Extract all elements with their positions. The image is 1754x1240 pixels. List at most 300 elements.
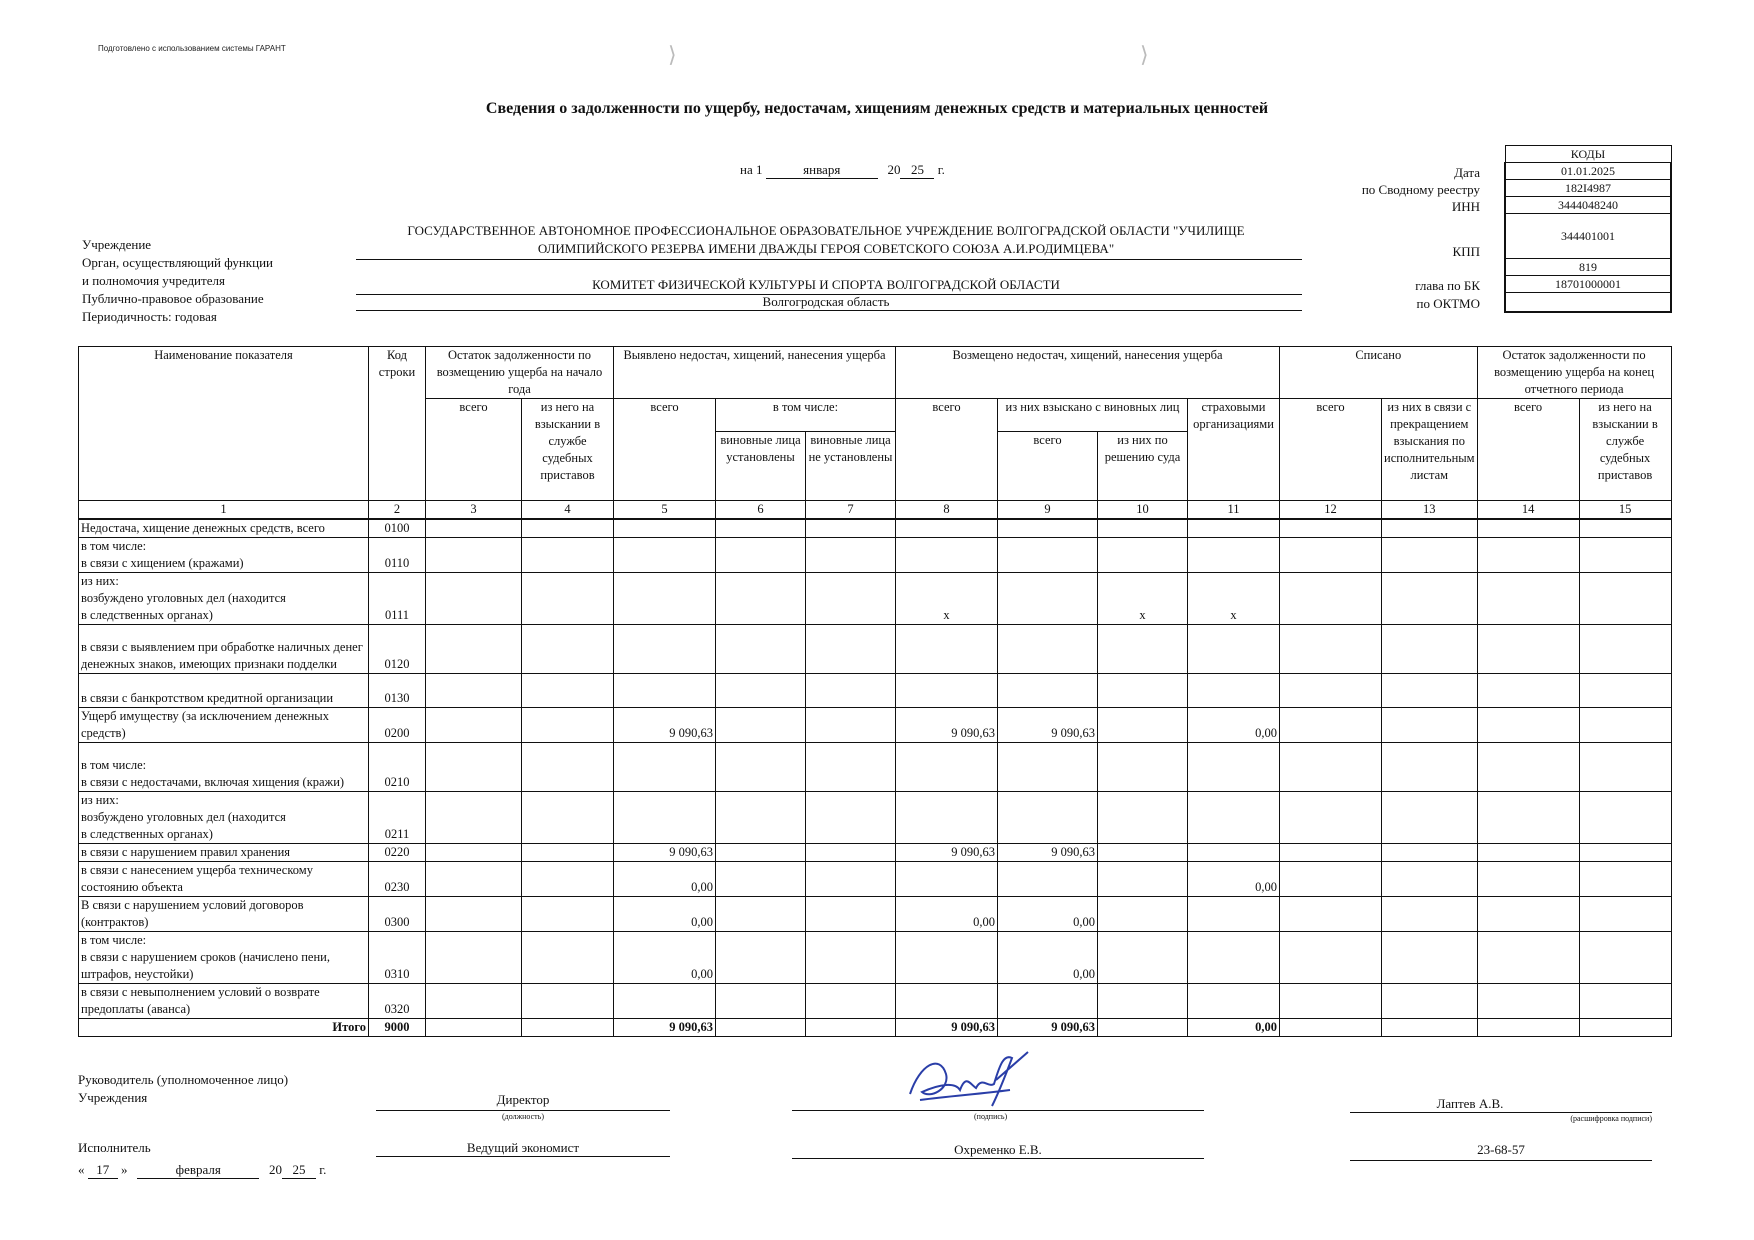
- row-cell-col4: [522, 984, 614, 1019]
- row-cell-col4: [522, 708, 614, 743]
- table-row: [79, 708, 1672, 743]
- column-number: 2: [369, 501, 426, 520]
- row-cell-col15: [1579, 862, 1671, 897]
- row-cell-col5: [614, 519, 716, 538]
- header-end-balance: Остаток задолженности по возмещению ущерба на конец отчетного периода: [1477, 347, 1671, 399]
- row-cell-col4: [522, 1019, 614, 1037]
- footer-date-year: 25: [282, 1162, 316, 1179]
- row-cell-col7: [806, 792, 896, 844]
- row-cell-col6: [716, 573, 806, 625]
- row-cell-col15: [1579, 743, 1671, 792]
- row-cell-col4: [522, 743, 614, 792]
- row-cell-col11: [1188, 538, 1280, 573]
- row-cell-col15: [1579, 674, 1671, 708]
- label-founder-1: Орган, осуществляющий функции: [82, 255, 273, 270]
- codes-header: КОДЫ: [1505, 146, 1671, 163]
- table-row: [79, 844, 1672, 862]
- row-cell-col12: [1280, 538, 1382, 573]
- codes-label-registry: по Сводному реестру: [1361, 182, 1480, 197]
- row-cell-col11: [1188, 897, 1280, 932]
- row-cell-col10: [1098, 792, 1188, 844]
- row-code: 0220: [369, 844, 426, 862]
- header-total: всего: [896, 399, 998, 501]
- header-wo-term: из них в связи с прекращением взыскания по исполнительным листам: [1382, 399, 1478, 501]
- row-cell-col12: [1280, 743, 1382, 792]
- row-cell-col9: [998, 792, 1098, 844]
- row-cell-col13: [1382, 538, 1478, 573]
- row-cell-col8: [896, 625, 998, 674]
- row-code: 0230: [369, 862, 426, 897]
- row-cell-col6: [716, 538, 806, 573]
- row-cell-col13: [1382, 625, 1478, 674]
- row-cell-col15: [1579, 708, 1671, 743]
- row-cell-col8: 9 090,63: [896, 708, 998, 743]
- row-cell-col12: [1280, 792, 1382, 844]
- row-cell-col14: [1477, 538, 1579, 573]
- row-cell-col6: [716, 674, 806, 708]
- column-number: 3: [426, 501, 522, 520]
- row-cell-col9: [998, 625, 1098, 674]
- row-cell-col15: [1579, 897, 1671, 932]
- column-number: 10: [1098, 501, 1188, 520]
- row-cell-col7: [806, 625, 896, 674]
- row-cell-col3: [426, 862, 522, 897]
- code-glava: 819: [1505, 259, 1671, 276]
- row-cell-col15: [1579, 1019, 1671, 1037]
- head-name: Лаптев А.В.: [1436, 1096, 1504, 1111]
- row-code: 0310: [369, 932, 426, 984]
- row-cell-col5: 9 090,63: [614, 1019, 716, 1037]
- row-code: 0110: [369, 538, 426, 573]
- row-cell-col11: [1188, 674, 1280, 708]
- row-cell-col13: [1382, 519, 1478, 538]
- row-cell-col11: [1188, 625, 1280, 674]
- row-cell-col12: [1280, 519, 1382, 538]
- header-start-balance: Остаток задолженности по возмещению ущерба на начало года: [426, 347, 614, 399]
- row-cell-col8: [896, 792, 998, 844]
- row-cell-col6: [716, 625, 806, 674]
- header-bailiff-end: из него на взыскании в службе судебных приставов: [1579, 399, 1671, 501]
- row-name: в связи с нанесением ущерба техническому состоянию объекта: [79, 862, 369, 897]
- row-cell-col9: [998, 573, 1098, 625]
- codes-label-oktmo: по ОКТМО: [1416, 296, 1480, 311]
- row-cell-col6: [716, 862, 806, 897]
- codes-label-inn: ИНН: [1451, 199, 1480, 214]
- row-cell-col6: [716, 1019, 806, 1037]
- header-total: всего: [426, 399, 522, 501]
- row-cell-col4: [522, 573, 614, 625]
- executor-phone: 23-68-57: [1477, 1142, 1525, 1157]
- column-number: 5: [614, 501, 716, 520]
- table-row: [79, 984, 1672, 1019]
- row-cell-col12: [1280, 573, 1382, 625]
- row-cell-col4: [522, 538, 614, 573]
- row-cell-col7: [806, 932, 896, 984]
- header-total: всего: [998, 432, 1098, 501]
- row-cell-col7: [806, 897, 896, 932]
- position-caption: (должность): [502, 1112, 544, 1121]
- head-label-1: Руководитель (уполномоченное лицо): [78, 1072, 289, 1087]
- row-cell-col7: [806, 708, 896, 743]
- row-code: 0111: [369, 573, 426, 625]
- row-cell-col5: [614, 538, 716, 573]
- row-cell-col6: [716, 844, 806, 862]
- row-cell-col6: [716, 984, 806, 1019]
- scan-artifact: ⟩: [668, 42, 677, 67]
- row-cell-col13: [1382, 932, 1478, 984]
- row-cell-col5: 0,00: [614, 932, 716, 984]
- header-total: всего: [1280, 399, 1382, 501]
- row-name: в том числе: в связи с хищением (кражами): [79, 538, 369, 573]
- row-cell-col8: [896, 519, 998, 538]
- row-code: 0130: [369, 674, 426, 708]
- row-cell-col15: [1579, 538, 1671, 573]
- row-cell-col4: [522, 519, 614, 538]
- row-cell-col15: [1579, 932, 1671, 984]
- row-cell-col5: [614, 792, 716, 844]
- header-compensated: Возмещено недостач, хищений, нанесения ущерба: [896, 347, 1280, 399]
- row-code: 0300: [369, 897, 426, 932]
- row-cell-col6: [716, 792, 806, 844]
- row-cell-col4: [522, 625, 614, 674]
- row-cell-col6: [716, 743, 806, 792]
- column-number: 8: [896, 501, 998, 520]
- row-cell-col11: 0,00: [1188, 1019, 1280, 1037]
- row-cell-col9: 9 090,63: [998, 708, 1098, 743]
- head-label-2: Учреждения: [78, 1090, 148, 1105]
- row-cell-col14: [1477, 844, 1579, 862]
- column-number: 11: [1188, 501, 1280, 520]
- row-cell-col12: [1280, 844, 1382, 862]
- row-cell-col4: [522, 862, 614, 897]
- row-cell-col10: [1098, 674, 1188, 708]
- row-cell-col15: [1579, 984, 1671, 1019]
- row-cell-col12: [1280, 984, 1382, 1019]
- row-cell-col15: [1579, 844, 1671, 862]
- signature-caption: (подпись): [974, 1112, 1008, 1121]
- footer-date-day: 17: [88, 1162, 118, 1179]
- table-row: [79, 625, 1672, 674]
- header-guilty-not: виновные лица не установлены: [806, 432, 896, 501]
- row-cell-col10: [1098, 519, 1188, 538]
- table-row: [79, 743, 1672, 792]
- label-periodicity: Периодичность: годовая: [82, 309, 217, 324]
- executor-label: Исполнитель: [78, 1140, 151, 1155]
- row-cell-col13: [1382, 674, 1478, 708]
- row-cell-col15: [1579, 519, 1671, 538]
- row-name: из них: возбуждено уголовных дел (находится в следственных органах): [79, 792, 369, 844]
- row-cell-col11: [1188, 519, 1280, 538]
- row-cell-col3: [426, 519, 522, 538]
- row-cell-col7: [806, 573, 896, 625]
- row-cell-col7: [806, 519, 896, 538]
- row-cell-col10: [1098, 743, 1188, 792]
- row-cell-col5: [614, 743, 716, 792]
- row-cell-col3: [426, 538, 522, 573]
- row-cell-col5: [614, 573, 716, 625]
- row-cell-col15: [1579, 573, 1671, 625]
- table-row: [79, 674, 1672, 708]
- row-cell-col5: 0,00: [614, 897, 716, 932]
- row-cell-col11: 0,00: [1188, 708, 1280, 743]
- row-cell-col10: [1098, 932, 1188, 984]
- row-cell-col12: [1280, 674, 1382, 708]
- row-cell-col10: [1098, 844, 1188, 862]
- row-name: в связи с невыполнением условий о возврате предоплаты (аванса): [79, 984, 369, 1019]
- header-written-off: Списано: [1280, 347, 1478, 399]
- row-cell-col15: [1579, 625, 1671, 674]
- row-cell-col9: [998, 538, 1098, 573]
- row-cell-col14: [1477, 792, 1579, 844]
- row-cell-col13: [1382, 573, 1478, 625]
- row-cell-col5: [614, 625, 716, 674]
- header-name: Наименование показателя: [79, 347, 369, 501]
- row-code: 0211: [369, 792, 426, 844]
- table-row: [79, 792, 1672, 844]
- row-cell-col9: 9 090,63: [998, 844, 1098, 862]
- column-number: 9: [998, 501, 1098, 520]
- row-cell-col14: [1477, 573, 1579, 625]
- row-cell-col10: [1098, 708, 1188, 743]
- garant-note: Подготовлено с использованием системы ГАРАНТ: [98, 44, 286, 53]
- label-founder-2: и полномочия учредителя: [82, 273, 225, 288]
- row-cell-col3: [426, 625, 522, 674]
- header-incl: в том числе:: [716, 399, 896, 432]
- row-name: в том числе: в связи с нарушением сроков (начислено пени, штрафов, неустойки): [79, 932, 369, 984]
- row-name: в связи с выявлением при обработке наличных денег денежных знаков, имеющих признаки подделки: [79, 625, 369, 674]
- code-inn: 3444048240: [1505, 197, 1671, 214]
- institution-name-1: ГОСУДАРСТВЕННОЕ АВТОНОМНОЕ ПРОФЕССИОНАЛЬНОЕ ОБРАЗОВАТЕЛЬНОЕ УЧРЕЖДЕНИЕ ВОЛГОГРАДСКОЙ ОБЛАСТИ "УЧИЛИЩЕ: [407, 223, 1245, 238]
- ppo-name: Волгогродская область: [762, 294, 890, 309]
- column-number: 15: [1579, 501, 1671, 520]
- row-cell-col3: [426, 792, 522, 844]
- row-cell-col7: [806, 674, 896, 708]
- row-cell-col8: 9 090,63: [896, 844, 998, 862]
- table-row: [79, 573, 1672, 625]
- row-name: Итого: [79, 1019, 369, 1037]
- row-cell-col14: [1477, 984, 1579, 1019]
- row-cell-col13: [1382, 792, 1478, 844]
- row-cell-col3: [426, 708, 522, 743]
- row-cell-col6: [716, 519, 806, 538]
- row-name: в связи с банкротством кредитной организации: [79, 674, 369, 708]
- row-cell-col14: [1477, 897, 1579, 932]
- row-cell-col4: [522, 674, 614, 708]
- row-cell-col11: [1188, 984, 1280, 1019]
- row-cell-col10: [1098, 897, 1188, 932]
- row-cell-col3: [426, 984, 522, 1019]
- row-cell-col11: [1188, 792, 1280, 844]
- row-cell-col10: x: [1098, 573, 1188, 625]
- row-cell-col12: [1280, 862, 1382, 897]
- row-cell-col9: [998, 674, 1098, 708]
- row-cell-col11: x: [1188, 573, 1280, 625]
- column-number: 7: [806, 501, 896, 520]
- row-cell-col7: [806, 538, 896, 573]
- row-code: 0320: [369, 984, 426, 1019]
- row-cell-col13: [1382, 862, 1478, 897]
- row-cell-col14: [1477, 1019, 1579, 1037]
- row-cell-col8: [896, 862, 998, 897]
- row-cell-col8: [896, 674, 998, 708]
- row-cell-col5: [614, 984, 716, 1019]
- row-cell-col9: [998, 519, 1098, 538]
- row-cell-col10: [1098, 1019, 1188, 1037]
- table-row: [79, 538, 1672, 573]
- row-cell-col12: [1280, 708, 1382, 743]
- row-cell-col10: [1098, 862, 1188, 897]
- table-row: [79, 862, 1672, 897]
- row-name: Недостача, хищение денежных средств, всего: [79, 519, 369, 538]
- row-cell-col3: [426, 674, 522, 708]
- row-cell-col8: [896, 984, 998, 1019]
- row-cell-col14: [1477, 862, 1579, 897]
- label-institution: Учреждение: [82, 237, 152, 252]
- row-cell-col5: 9 090,63: [614, 844, 716, 862]
- row-cell-col13: [1382, 844, 1478, 862]
- row-cell-col10: [1098, 984, 1188, 1019]
- executor-position: Ведущий экономист: [466, 1140, 580, 1155]
- code-registry: 182I4987: [1505, 180, 1671, 197]
- row-cell-col12: [1280, 897, 1382, 932]
- codes-label-date: Дата: [1454, 165, 1480, 180]
- date-year: 25: [900, 162, 934, 179]
- row-cell-col7: [806, 1019, 896, 1037]
- row-cell-col11: [1188, 844, 1280, 862]
- row-cell-col4: [522, 932, 614, 984]
- row-cell-col8: [896, 932, 998, 984]
- row-cell-col8: 0,00: [896, 897, 998, 932]
- scan-artifact: ⟩: [1140, 42, 1149, 67]
- row-cell-col9: [998, 743, 1098, 792]
- label-ppo: Публично-правовое образование: [82, 291, 264, 306]
- row-cell-col8: [896, 743, 998, 792]
- row-code: 0120: [369, 625, 426, 674]
- code-oktmo: 18701000001: [1505, 276, 1671, 293]
- row-code: 9000: [369, 1019, 426, 1037]
- row-cell-col7: [806, 743, 896, 792]
- row-cell-col4: [522, 897, 614, 932]
- row-cell-col11: 0,00: [1188, 862, 1280, 897]
- row-cell-col14: [1477, 743, 1579, 792]
- table-row: [79, 932, 1672, 984]
- row-cell-col8: x: [896, 573, 998, 625]
- row-cell-col14: [1477, 708, 1579, 743]
- column-number: 6: [716, 501, 806, 520]
- row-cell-col4: [522, 792, 614, 844]
- row-cell-col4: [522, 844, 614, 862]
- report-date: на 1 января 20 25 г.: [740, 162, 945, 177]
- code-empty: [1505, 293, 1671, 313]
- codes-table: [1504, 145, 1672, 313]
- codes-label-kpp: КПП: [1452, 244, 1480, 259]
- row-cell-col7: [806, 844, 896, 862]
- row-cell-col10: [1098, 538, 1188, 573]
- row-code: 0210: [369, 743, 426, 792]
- row-cell-col9: [998, 862, 1098, 897]
- signature-image: [900, 1044, 1040, 1116]
- column-number: 13: [1382, 501, 1478, 520]
- row-cell-col14: [1477, 519, 1579, 538]
- debt-table: [78, 346, 1672, 1037]
- row-cell-col13: [1382, 708, 1478, 743]
- table-row: [79, 1019, 1672, 1037]
- table-row: [79, 519, 1672, 538]
- date-month: января: [766, 162, 878, 179]
- row-cell-col9: 0,00: [998, 932, 1098, 984]
- row-cell-col5: [614, 674, 716, 708]
- row-cell-col9: 0,00: [998, 897, 1098, 932]
- row-cell-col3: [426, 573, 522, 625]
- row-cell-col11: [1188, 932, 1280, 984]
- row-cell-col14: [1477, 932, 1579, 984]
- row-cell-col6: [716, 897, 806, 932]
- row-cell-col14: [1477, 625, 1579, 674]
- row-name: В связи с нарушением условий договоров (контрактов): [79, 897, 369, 932]
- founder-name: КОМИТЕТ ФИЗИЧЕСКОЙ КУЛЬТУРЫ И СПОРТА ВОЛГОГРАДСКОЙ ОБЛАСТИ: [592, 277, 1060, 292]
- row-cell-col3: [426, 844, 522, 862]
- row-cell-col3: [426, 932, 522, 984]
- row-cell-col15: [1579, 792, 1671, 844]
- codes-label-glava: глава по БК: [1415, 278, 1480, 293]
- column-number: 1: [79, 501, 369, 520]
- row-name: в том числе: в связи с недостачами, включая хищения (кражи): [79, 743, 369, 792]
- row-cell-col13: [1382, 984, 1478, 1019]
- header-total: всего: [1477, 399, 1579, 501]
- row-cell-col8: 9 090,63: [896, 1019, 998, 1037]
- institution-name-2: ОЛИМПИЙСКОГО РЕЗЕРВА ИМЕНИ ДВАЖДЫ ГЕРОЯ СОВЕТСКОГО СОЮЗА А.И.РОДИМЦЕВА": [537, 241, 1115, 256]
- row-cell-col13: [1382, 743, 1478, 792]
- header-guilty-est: виновные лица установлены: [716, 432, 806, 501]
- row-code: 0100: [369, 519, 426, 538]
- code-kpp: 344401001: [1505, 214, 1671, 259]
- footer-date-month: февраля: [137, 1162, 259, 1179]
- column-number: 12: [1280, 501, 1382, 520]
- row-cell-col14: [1477, 674, 1579, 708]
- row-cell-col7: [806, 862, 896, 897]
- executor-name: Охременко Е.В.: [954, 1142, 1042, 1157]
- row-cell-col6: [716, 708, 806, 743]
- decode-caption: (расшифровка подписи): [1570, 1114, 1652, 1123]
- row-cell-col12: [1280, 1019, 1382, 1037]
- header-bailiff: из него на взыскании в службе судебных приставов: [522, 399, 614, 501]
- row-code: 0200: [369, 708, 426, 743]
- row-cell-col11: [1188, 743, 1280, 792]
- row-cell-col9: 9 090,63: [998, 1019, 1098, 1037]
- column-number: 4: [522, 501, 614, 520]
- row-name: в связи с нарушением правил хранения: [79, 844, 369, 862]
- row-cell-col13: [1382, 1019, 1478, 1037]
- header-found: Выявлено недостач, хищений, нанесения ущерба: [614, 347, 896, 399]
- row-cell-col13: [1382, 897, 1478, 932]
- footer-date: « 17 » февраля 20 25 г.: [78, 1162, 327, 1177]
- header-court: из них по решению суда: [1098, 432, 1188, 501]
- row-cell-col3: [426, 743, 522, 792]
- row-cell-col6: [716, 932, 806, 984]
- row-name: из них: возбуждено уголовных дел (находится в следственных органах): [79, 573, 369, 625]
- header-total: всего: [614, 399, 716, 501]
- row-cell-col9: [998, 984, 1098, 1019]
- row-name: Ущерб имуществу (за исключением денежных средств): [79, 708, 369, 743]
- column-number: 14: [1477, 501, 1579, 520]
- row-cell-col3: [426, 1019, 522, 1037]
- head-position: Директор: [496, 1092, 550, 1107]
- row-cell-col7: [806, 984, 896, 1019]
- row-cell-col5: 0,00: [614, 862, 716, 897]
- row-cell-col3: [426, 897, 522, 932]
- code-date: 01.01.2025: [1505, 163, 1671, 180]
- header-code: Код строки: [369, 347, 426, 501]
